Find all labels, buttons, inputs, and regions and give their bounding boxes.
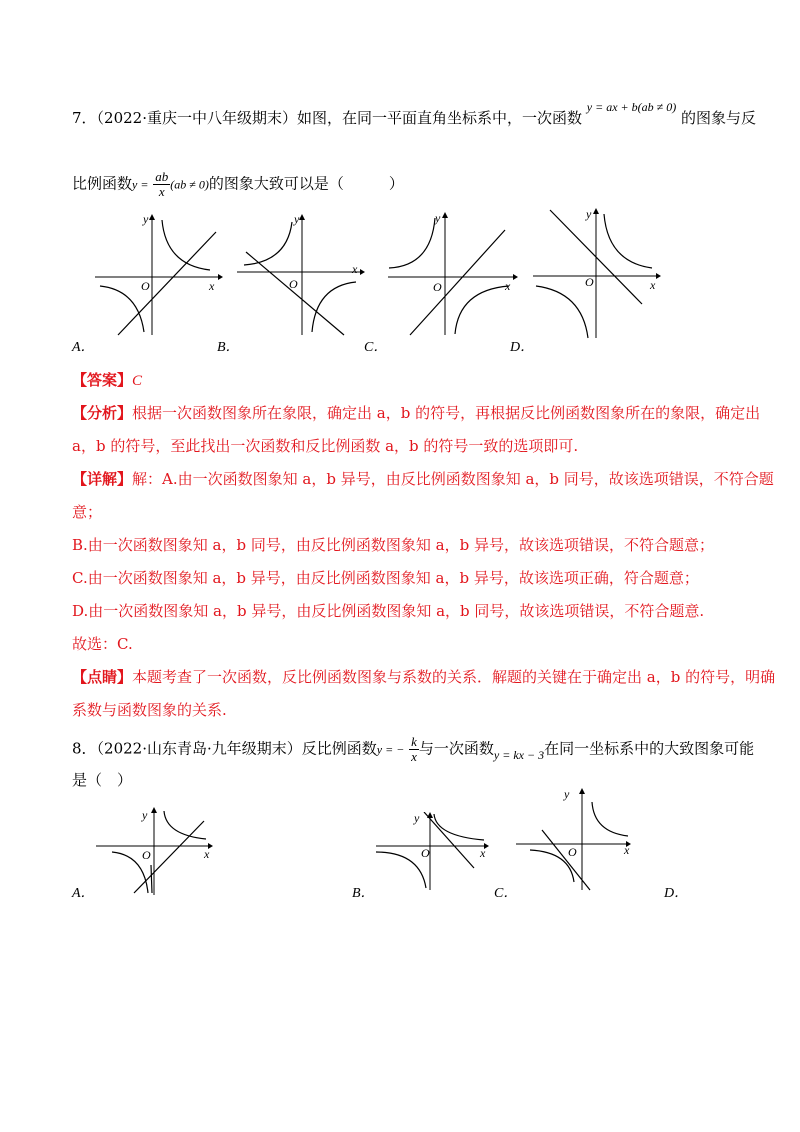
q7-detail-1 (72, 469, 774, 489)
q8b-x-label: x (480, 846, 486, 860)
q8-inverse-numerator: k (411, 734, 417, 749)
q7b-y-label: y (294, 212, 300, 226)
q7-stem-b: 的图象与反 (681, 109, 757, 127)
q8-graph-b (372, 812, 497, 892)
q7b-x-label: x (352, 262, 358, 276)
q7-analysis-text-1: 根据一次函数图象所在象限，确定出 a，b 的符号，再根据反比例函数图象所在的象限，确定出 (132, 404, 761, 422)
q7-inverse-y: y = (132, 177, 149, 192)
q7c-x-label: x (505, 279, 511, 293)
q7-stem-a: 如图，在同一平面直角坐标系中，一次函数 (297, 109, 583, 127)
q8b-origin: O (421, 846, 430, 860)
q8-stem-c: 在同一坐标系中的大致图象可能 (544, 739, 755, 758)
q7-inverse-denominator: x (158, 184, 165, 199)
q7-detail-3: B.由一次函数图象知 a，b 同号，由反比例函数图象知 a，b 异号，故该选项错误，不符合题意； (72, 536, 714, 554)
q8-option-b: B． (352, 886, 375, 901)
q8-number: 8． (72, 739, 97, 758)
q8-inverse-fraction (409, 735, 419, 764)
q7-linear-function: y = ax + b(ab ≠ 0) (586, 100, 677, 114)
q8c-x-label: x (624, 843, 630, 857)
q7-inverse-numerator: ab (155, 169, 169, 184)
q7c-origin: O (433, 280, 442, 294)
q7-detail-4: C.由一次函数图象知 a，b 异号，由反比例函数图象知 a，b 异号，故该选项正确，符合题意； (72, 569, 699, 587)
q7-graph-a (90, 210, 225, 340)
q7-comment-text-1: 本题考查了一次函数，反比例函数图象与系数的关系．解题的关键在于确定出 a，b 的符号，明确 (132, 668, 776, 686)
q7a-y-label: y (143, 212, 149, 226)
q8-option-c: C． (494, 886, 518, 901)
q7-answer-tag: 【答案】 (72, 371, 133, 389)
q7-inverse-condition: (ab ≠ 0) (170, 177, 209, 192)
q7-analysis-2: a，b 的符号，至此找出一次函数和反比例函数 a，b 的符号一致的选项即可. (72, 437, 579, 455)
q7-option-b: B． (217, 340, 240, 355)
q7-detail-tag: 【详解】 (72, 470, 133, 488)
q7-stem-d: 的图象大致可以是（ ） (208, 174, 404, 193)
q8-stem-line1 (72, 735, 754, 764)
q7-analysis-tag: 【分析】 (72, 404, 133, 422)
q7-graph-d (530, 206, 665, 340)
q7-answer-value: C (132, 373, 143, 389)
q7-analysis-1 (72, 403, 760, 423)
q8-option-d: D． (664, 886, 689, 901)
q7d-y-label: y (586, 207, 592, 221)
q7-answer (72, 370, 142, 391)
q7-stem-c: 比例函数 (72, 174, 133, 193)
q7-option-a: A． (72, 340, 95, 355)
q8-stem-line2: 是（ ） (72, 771, 133, 789)
q7d-x-label: x (650, 278, 656, 292)
q8-graph-c (512, 782, 637, 894)
q8b-y-label: y (414, 812, 420, 825)
q7-option-c: C． (364, 340, 388, 355)
q7-graph-c (385, 210, 520, 340)
q8a-y-label: y (142, 808, 148, 822)
q7d-origin: O (585, 275, 594, 289)
q7-stem-line2 (72, 170, 404, 199)
q8-option-a: A． (72, 886, 95, 901)
q8-source: （2022·山东青岛·九年级期末） (96, 739, 302, 758)
q7-number: 7． (72, 109, 97, 127)
q7-detail-5: D.由一次函数图象知 a，b 异号，由反比例函数图象知 a，b 同号，故该选项错误，不符合题意. (72, 602, 705, 620)
q7-detail-2: 意； (72, 503, 103, 521)
q7-detail-text-1: 解：A.由一次函数图象知 a，b 异号，由反比例函数图象知 a，b 同号，故该选项错误，不符合题 (132, 470, 774, 488)
q8-stem-b: 与一次函数 (418, 739, 494, 758)
q7-comment-2: 系数与函数图象的关系. (72, 701, 227, 719)
q7-source: （2022·重庆一中八年级期末） (96, 109, 297, 127)
q7-graph-b (232, 210, 367, 340)
q8-stem-a: 反比例函数 (301, 739, 377, 758)
q7a-x-label: x (209, 279, 215, 293)
q7-option-d: D． (510, 340, 535, 355)
q8-linear-function: y = kx − 3 (493, 747, 545, 762)
q8-inverse-denominator: x (411, 749, 417, 764)
q8a-origin: O (142, 848, 151, 862)
q7-comment-tag: 【点睛】 (72, 668, 133, 686)
q7b-origin: O (289, 277, 298, 291)
q7-detail-6: 故选：C. (72, 635, 133, 653)
q8c-origin: O (568, 845, 577, 859)
q8c-y-label: y (564, 787, 570, 801)
q8a-x-label: x (204, 847, 210, 861)
q7-inverse-fraction (153, 170, 170, 199)
q7-comment-1 (72, 667, 775, 687)
q7c-y-label: y (435, 211, 441, 225)
q8-inverse-y: y = − (376, 742, 405, 757)
q7a-origin: O (141, 279, 150, 293)
q8-graph-a (92, 805, 217, 897)
